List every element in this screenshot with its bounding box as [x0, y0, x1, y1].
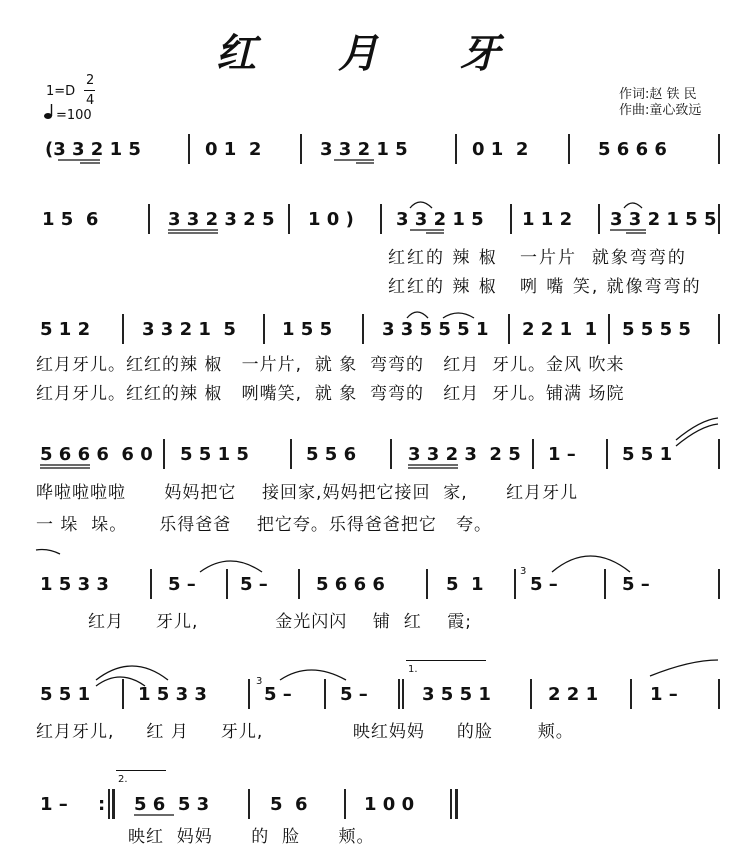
measure: 1 –: [650, 684, 678, 705]
repeat-dots: :: [98, 794, 106, 815]
measure: 5 5 6: [306, 444, 357, 465]
measure: (3 3 2 1 5: [45, 139, 141, 160]
lyric-line-1: 红月 牙儿, 金光闪闪 铺 红 霞;: [88, 612, 473, 632]
measure: 2 2 1: [548, 684, 599, 705]
measure: 5 –: [168, 574, 196, 595]
measure: 3 3 5 5 5 1: [382, 319, 489, 340]
measure: 2 2 1 1: [522, 319, 598, 340]
measure: 3 3 2 1 5 5: [610, 209, 717, 230]
measure: 5 6 6 6: [598, 139, 667, 160]
lyricist-credit: 作词:赵 铁 民: [619, 87, 697, 102]
measure: 5 –: [240, 574, 268, 595]
measure: 5 –: [530, 574, 558, 595]
lyric-line-2: 红月牙儿。红红的辣 椒 咧嘴笑, 就 象 弯弯的 红月 牙儿。铺满 场院: [36, 384, 625, 404]
measure: 3 3 2 1 5: [142, 319, 236, 340]
measure: 5 –: [622, 574, 650, 595]
measure: 0 1 2: [472, 139, 529, 160]
measure: 5 6 6 6 6 0: [40, 444, 153, 465]
measure: 1 –: [548, 444, 576, 465]
measure: 1 5 3 3: [138, 684, 207, 705]
measure: 0 1 2: [205, 139, 262, 160]
measure: 1 5 6: [42, 209, 99, 230]
lyric-line-1: 映红 妈妈 的 脸 颊。: [128, 827, 375, 847]
measure: 3 3 2 3 2 5: [168, 209, 275, 230]
measure: 1 5 5: [282, 319, 333, 340]
tempo-marking: =100: [56, 108, 92, 123]
measure: 5 1: [446, 574, 484, 595]
measure: 5 6 6 6: [316, 574, 385, 595]
measure: 1 0 0: [364, 794, 415, 815]
composer-credit: 作曲:童心致远: [619, 103, 702, 118]
measure: 5 5 5 5: [622, 319, 691, 340]
measure: 5 –: [264, 684, 292, 705]
lyric-line-2: 红红的 辣 椒 咧 嘴 笑, 就像弯弯的: [388, 277, 702, 297]
measure: 3 3 2 3 2 5: [408, 444, 521, 465]
measure: 1 0 ): [308, 209, 354, 230]
measure: 1 5 3 3: [40, 574, 109, 595]
measure: 3 5 5 1: [422, 684, 491, 705]
measure: 1 –: [40, 794, 68, 815]
lyric-line-2: 一 垛 垛。 乐得爸爸 把它夸。乐得爸爸把它 夸。: [36, 515, 493, 535]
lyric-line-1: 红红的 辣 椒 一片片 就象弯弯的: [388, 248, 687, 268]
grace-note: 3: [256, 676, 263, 687]
measure: 5 –: [340, 684, 368, 705]
lyric-line-1: 红月牙儿, 红 月 牙儿, 映红妈妈 的脸 颊。: [36, 722, 574, 742]
lyric-line-1: 哗啦啦啦啦 妈妈把它 接回家,妈妈把它接回 家, 红月牙儿: [36, 483, 579, 503]
measure: 5 5 1: [40, 684, 91, 705]
measure: 5 5 1 5: [180, 444, 249, 465]
time-signature-denominator: 4: [86, 93, 95, 108]
measure: 5 1 2: [40, 319, 91, 340]
measure: 3 3 2 1 5: [320, 139, 408, 160]
measure: 5 6 5 3: [134, 794, 210, 815]
measure: 1 1 2: [522, 209, 573, 230]
time-signature-numerator: 2: [86, 73, 95, 88]
volta-2-label: 2.: [118, 774, 128, 785]
grace-note: 3: [520, 566, 527, 577]
song-title: 红 月 牙: [216, 30, 534, 77]
lyric-line-1: 红月牙儿。红红的辣 椒 一片片, 就 象 弯弯的 红月 牙儿。金风 吹来: [36, 355, 625, 375]
measure: 3 3 2 1 5: [396, 209, 484, 230]
key-signature: 1=D: [46, 84, 76, 99]
measure: 5 5 1: [622, 444, 673, 465]
measure: 5 6: [270, 794, 308, 815]
volta-1-label: 1.: [408, 664, 418, 675]
